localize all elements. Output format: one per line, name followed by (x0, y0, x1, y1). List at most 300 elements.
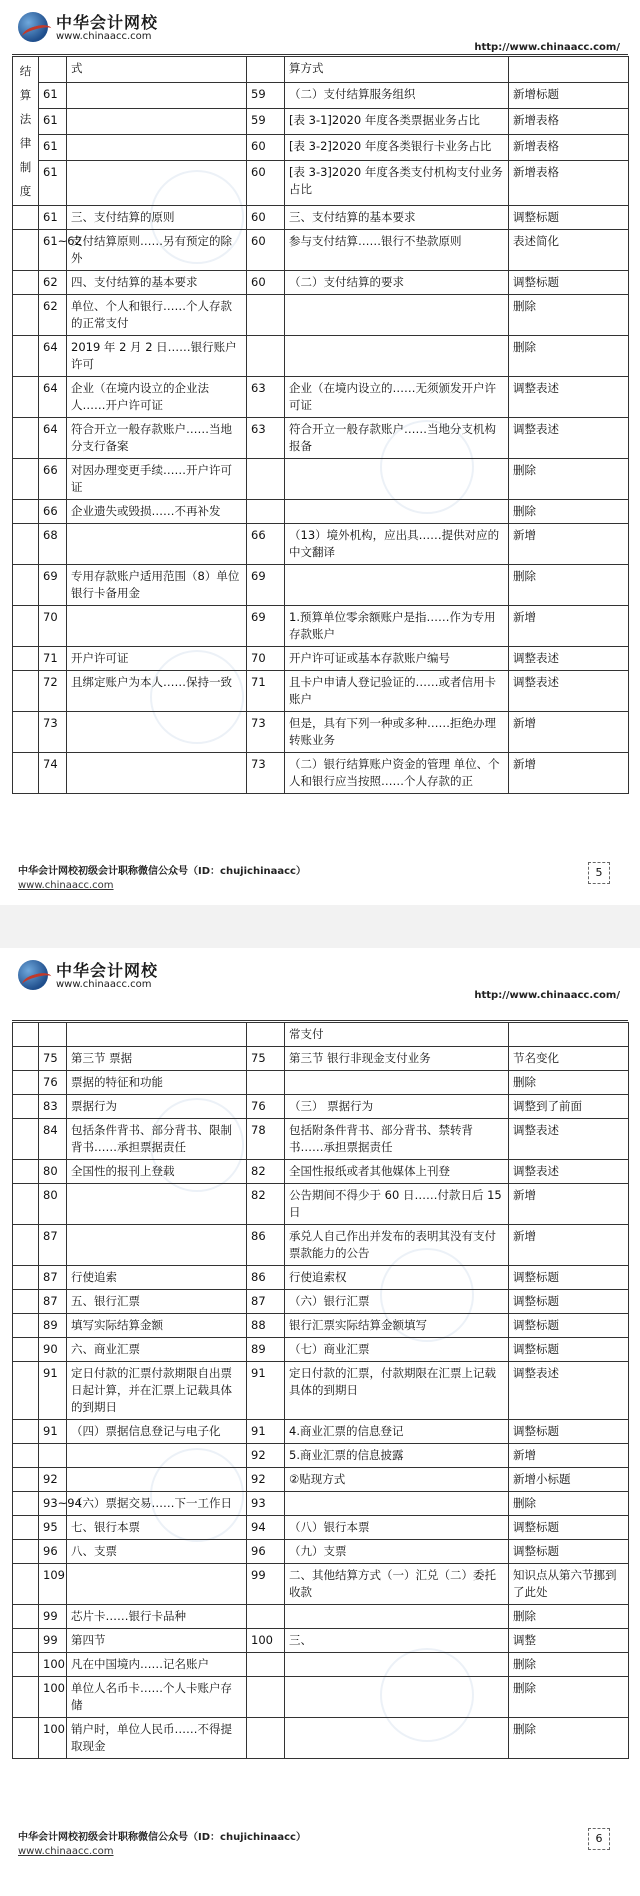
change-note-cell: 新增 (509, 712, 629, 753)
change-note-cell: 调整表述 (509, 1160, 629, 1184)
old-content-cell: 第四节 (67, 1629, 247, 1653)
brand-name: 中华会计网校 (56, 13, 159, 32)
old-page-cell: 99 (39, 1629, 67, 1653)
new-content-cell: 三、 (285, 1629, 509, 1653)
page-header (18, 10, 622, 58)
side-cell (13, 671, 39, 712)
new-content-cell (285, 1718, 509, 1759)
old-content-cell (67, 1564, 247, 1605)
new-page-cell: 69 (247, 606, 285, 647)
old-content-cell: （四）票据信息登记与电子化 (67, 1420, 247, 1444)
new-page-cell (247, 336, 285, 377)
page-footer (18, 1828, 622, 1868)
side-cell (13, 1225, 39, 1266)
side-cell (13, 1071, 39, 1095)
change-note-cell: 删除 (509, 500, 629, 524)
old-content-cell (67, 712, 247, 753)
old-page-cell: 68 (39, 524, 67, 565)
new-content-cell: （二）银行结算账户资金的管理 单位、个人和银行应当按照……个人存款的正 (285, 753, 509, 794)
change-note-cell: 调整标题 (509, 1266, 629, 1290)
change-note-cell: 表述简化 (509, 230, 629, 271)
side-cell (13, 500, 39, 524)
old-page-cell: 61 (39, 83, 67, 109)
old-content-cell: 企业遗失或毁损……不再补发 (67, 500, 247, 524)
side-cell (13, 524, 39, 565)
side-cell (13, 647, 39, 671)
table-row (13, 271, 629, 295)
new-page-cell: 93 (247, 1492, 285, 1516)
change-note-cell: 调整标题 (509, 1516, 629, 1540)
change-note-cell: 新增 (509, 1444, 629, 1468)
old-content-cell: 2019 年 2 月 2 日……银行账户许可 (67, 336, 247, 377)
table-row (13, 1444, 629, 1468)
old-content-cell (67, 1444, 247, 1468)
change-note-cell: 新增表格 (509, 109, 629, 135)
change-note-cell: 删除 (509, 459, 629, 500)
new-page-cell: 73 (247, 753, 285, 794)
old-content-cell: 六、商业汇票 (67, 1338, 247, 1362)
table-row (13, 206, 629, 230)
old-page-cell: 109 (39, 1564, 67, 1605)
side-cell (13, 1468, 39, 1492)
old-page-cell: 80 (39, 1160, 67, 1184)
old-content-cell: 对因办理变更手续……开户许可证 (67, 459, 247, 500)
new-content-cell: [表 3-1]2020 年度各类票据业务占比 (285, 109, 509, 135)
old-page-cell: 64 (39, 418, 67, 459)
brand-name: 中华会计网校 (56, 961, 159, 980)
table-row (13, 57, 629, 83)
new-page-cell: 94 (247, 1516, 285, 1540)
side-cell (13, 459, 39, 500)
side-cell (13, 1160, 39, 1184)
side-cell (13, 753, 39, 794)
new-page-cell: 60 (247, 161, 285, 206)
side-cell (13, 271, 39, 295)
table-row (13, 230, 629, 271)
old-page-cell: 71 (39, 647, 67, 671)
table-row (13, 1160, 629, 1184)
new-page-cell: 71 (247, 671, 285, 712)
table-row (13, 459, 629, 500)
change-note-cell: 节名变化 (509, 1047, 629, 1071)
old-content-cell: 全国性的报刊上登载 (67, 1160, 247, 1184)
old-page-cell: 93~94 (39, 1492, 67, 1516)
old-content-cell: 包括条件背书、部分背书、限制背书……承担票据责任 (67, 1119, 247, 1160)
change-note-cell: 删除 (509, 1071, 629, 1095)
new-page-cell (247, 459, 285, 500)
footer-link[interactable]: www.chinaacc.com (18, 880, 114, 891)
side-cell (13, 606, 39, 647)
table-row (13, 135, 629, 161)
new-content-cell: 二、其他结算方式（一）汇兑（二）委托收款 (285, 1564, 509, 1605)
header-url[interactable]: http://www.chinaacc.com/ (474, 42, 620, 53)
old-page-cell: 76 (39, 1071, 67, 1095)
table-row (13, 1119, 629, 1160)
side-label: 结 算 法 律 制 度 (13, 57, 39, 206)
change-note-cell: 新增表格 (509, 161, 629, 206)
change-note-cell: 调整表述 (509, 377, 629, 418)
table-row (13, 1492, 629, 1516)
change-note-cell: 调整标题 (509, 206, 629, 230)
old-content-cell: 单位人名币卡……个人卡账户存储 (67, 1677, 247, 1718)
old-content-cell: 开户许可证 (67, 647, 247, 671)
change-note-cell: 调整表述 (509, 418, 629, 459)
new-page-cell: 60 (247, 230, 285, 271)
change-note-cell: 调整标题 (509, 1420, 629, 1444)
new-content-cell: 定日付款的汇票，付款期限在汇票上记载具体的到期日 (285, 1362, 509, 1420)
old-content-cell: 销户时，单位人民币……不得提取现金 (67, 1718, 247, 1759)
column-header: 式 (67, 57, 247, 83)
new-page-cell (247, 295, 285, 336)
table-row (13, 83, 629, 109)
table-row (13, 1629, 629, 1653)
old-content-cell (67, 1468, 247, 1492)
table-row (13, 1225, 629, 1266)
old-page-cell: 92 (39, 1468, 67, 1492)
side-cell (13, 377, 39, 418)
side-cell (13, 712, 39, 753)
table-row (13, 753, 629, 794)
old-content-cell: 凡在中国境内……记名账户 (67, 1653, 247, 1677)
table-row (13, 295, 629, 336)
new-content-cell (285, 1605, 509, 1629)
page-number: 6 (588, 1828, 610, 1850)
table-row (13, 1184, 629, 1225)
new-content-cell: （七）商业汇票 (285, 1338, 509, 1362)
footer-text: 中华会计网校初级会计职称微信公众号（ID：chujichinaacc） (18, 1832, 306, 1843)
change-note-cell: 新增 (509, 753, 629, 794)
new-content-cell: 开户许可证或基本存款账户编号 (285, 647, 509, 671)
new-page-cell: 99 (247, 1564, 285, 1605)
old-page-cell: 62 (39, 271, 67, 295)
side-cell (13, 1047, 39, 1071)
new-page-cell: 60 (247, 135, 285, 161)
new-content-cell: 4.商业汇票的信息登记 (285, 1420, 509, 1444)
header-rule (12, 54, 628, 55)
old-content-cell: 第三节 票据 (67, 1047, 247, 1071)
side-cell (13, 1677, 39, 1718)
old-page-cell: 95 (39, 1516, 67, 1540)
change-note-cell: 删除 (509, 1677, 629, 1718)
old-content-cell: 定日付款的汇票付款期限自出票日起计算，并在汇票上记载具体的到期日 (67, 1362, 247, 1420)
side-cell (13, 1023, 39, 1047)
side-cell (13, 565, 39, 606)
new-page-cell: 76 (247, 1095, 285, 1119)
new-content-cell: 但是，具有下列一种或多种……拒绝办理转账业务 (285, 712, 509, 753)
new-page-cell: 60 (247, 271, 285, 295)
old-content-cell (67, 606, 247, 647)
table-row (13, 377, 629, 418)
change-note-cell: 调整标题 (509, 1290, 629, 1314)
table-row (13, 1023, 629, 1047)
old-content-cell: 企业（在境内设立的企业法人……开户许可证 (67, 377, 247, 418)
table-row (13, 1290, 629, 1314)
table-row (13, 1718, 629, 1759)
change-note-cell: 新增 (509, 1184, 629, 1225)
change-note-cell: 调整表述 (509, 647, 629, 671)
old-content-cell (67, 1184, 247, 1225)
new-content-cell (285, 1653, 509, 1677)
change-note-cell: 新增表格 (509, 135, 629, 161)
new-content-cell: （三） 票据行为 (285, 1095, 509, 1119)
new-page-cell: 91 (247, 1362, 285, 1420)
side-cell (13, 1362, 39, 1420)
old-page-cell: 90 (39, 1338, 67, 1362)
old-content-cell (67, 83, 247, 109)
change-note-cell: 新增 (509, 524, 629, 565)
side-cell (13, 1653, 39, 1677)
old-page-cell: 96 (39, 1540, 67, 1564)
old-page-cell: 64 (39, 336, 67, 377)
old-content-cell (67, 109, 247, 135)
old-content-cell: 且绑定账户为本人……保持一致 (67, 671, 247, 712)
new-page-cell: 59 (247, 83, 285, 109)
table-row (13, 1653, 629, 1677)
brand-site: www.chinaacc.com (56, 979, 152, 990)
old-content-cell: 填写实际结算金额 (67, 1314, 247, 1338)
table-row (13, 1677, 629, 1718)
footer-link[interactable]: www.chinaacc.com (18, 1846, 114, 1857)
change-note-cell: 调整标题 (509, 1338, 629, 1362)
page-6 (0, 948, 640, 1896)
new-content-cell: （二）支付结算服务组织 (285, 83, 509, 109)
change-note-cell: 新增 (509, 1225, 629, 1266)
brand-site: www.chinaacc.com (56, 31, 152, 42)
change-note-cell: 调整表述 (509, 1362, 629, 1420)
side-cell (13, 1629, 39, 1653)
new-content-cell: 参与支付结算……银行不垫款原则 (285, 230, 509, 271)
new-content-cell (285, 1492, 509, 1516)
change-note-cell: 删除 (509, 1492, 629, 1516)
side-cell (13, 418, 39, 459)
old-content-cell: （六）票据交易……下一工作日 (67, 1492, 247, 1516)
old-page-cell: 83 (39, 1095, 67, 1119)
old-content-cell: 行使追索 (67, 1266, 247, 1290)
table-row (13, 1564, 629, 1605)
old-page-cell: 72 (39, 671, 67, 712)
new-page-cell: 69 (247, 565, 285, 606)
old-content-cell: 芯片卡……银行卡品种 (67, 1605, 247, 1629)
change-note-cell (509, 1023, 629, 1047)
old-content-cell: 票据的特征和功能 (67, 1071, 247, 1095)
new-page-cell (247, 1605, 285, 1629)
change-note-cell: 新增 (509, 606, 629, 647)
side-cell (13, 1540, 39, 1564)
table-row (13, 1540, 629, 1564)
table-row (13, 671, 629, 712)
table-row (13, 418, 629, 459)
change-note-cell: 新增小标题 (509, 1468, 629, 1492)
old-content-cell (67, 524, 247, 565)
old-content-cell (67, 161, 247, 206)
old-content-cell (67, 1023, 247, 1047)
old-content-cell: 符合开立一般存款账户……当地分支行备案 (67, 418, 247, 459)
side-cell (13, 295, 39, 336)
new-content-cell: 银行汇票实际结算金额填写 (285, 1314, 509, 1338)
new-page-cell: 89 (247, 1338, 285, 1362)
change-note-cell: 调整表述 (509, 671, 629, 712)
new-page-cell: 86 (247, 1225, 285, 1266)
comparison-table (12, 56, 629, 794)
old-page-cell: 91 (39, 1420, 67, 1444)
table-row (13, 647, 629, 671)
brand-logo[interactable] (18, 958, 218, 998)
old-page-cell (39, 1023, 67, 1047)
new-page-cell: 86 (247, 1266, 285, 1290)
new-content-cell: （八）银行本票 (285, 1516, 509, 1540)
old-page-cell: 89 (39, 1314, 67, 1338)
old-page-cell (39, 1444, 67, 1468)
side-cell (13, 1516, 39, 1540)
new-content-cell: [表 3-2]2020 年度各类银行卡业务占比 (285, 135, 509, 161)
change-note-cell: 调整 (509, 1629, 629, 1653)
old-page-cell: 84 (39, 1119, 67, 1160)
header-url[interactable]: http://www.chinaacc.com/ (474, 990, 620, 1001)
old-content-cell: 支付结算原则……另有预定的除外 (67, 230, 247, 271)
new-content-cell: 第三节 银行非现金支付业务 (285, 1047, 509, 1071)
new-page-cell (247, 1677, 285, 1718)
page-header (18, 958, 622, 1006)
old-content-cell: 专用存款账户适用范围（8）单位银行卡备用金 (67, 565, 247, 606)
side-cell (13, 1184, 39, 1225)
change-note-cell: 删除 (509, 1653, 629, 1677)
page-footer (18, 862, 622, 902)
side-cell (13, 230, 39, 271)
new-content-cell (285, 295, 509, 336)
new-page-cell: 60 (247, 206, 285, 230)
new-page-cell: 92 (247, 1468, 285, 1492)
table-row (13, 1420, 629, 1444)
table-row (13, 1516, 629, 1540)
change-note-cell: 新增标题 (509, 83, 629, 109)
side-cell (13, 1119, 39, 1160)
new-content-cell (285, 565, 509, 606)
new-page-cell: 59 (247, 109, 285, 135)
old-page-cell: 61 (39, 161, 67, 206)
column-header: 算方式 (285, 57, 509, 83)
new-content-cell: 且卡户申请人登记验证的……或者信用卡账户 (285, 671, 509, 712)
change-note-cell: 删除 (509, 1718, 629, 1759)
side-cell (13, 1420, 39, 1444)
new-content-cell: （13）境外机构，应出具……提供对应的中文翻译 (285, 524, 509, 565)
old-page-cell: 61~62 (39, 230, 67, 271)
old-content-cell (67, 135, 247, 161)
new-content-cell: 行使追索权 (285, 1266, 509, 1290)
old-page-cell: 100 (39, 1653, 67, 1677)
old-page-cell: 80 (39, 1184, 67, 1225)
new-page-cell (247, 1653, 285, 1677)
new-page-cell: 96 (247, 1540, 285, 1564)
change-note-cell: 删除 (509, 1605, 629, 1629)
change-note-cell: 调整标题 (509, 1540, 629, 1564)
old-content-cell: 五、银行汇票 (67, 1290, 247, 1314)
new-page-cell: 88 (247, 1314, 285, 1338)
table-row (13, 1338, 629, 1362)
old-page-cell: 100 (39, 1718, 67, 1759)
old-page-cell: 73 (39, 712, 67, 753)
table-row (13, 500, 629, 524)
new-page-cell: 66 (247, 524, 285, 565)
new-page-cell: 82 (247, 1160, 285, 1184)
table-row (13, 524, 629, 565)
side-cell (13, 1095, 39, 1119)
new-content-cell: 常支付 (285, 1023, 509, 1047)
old-page-cell: 64 (39, 377, 67, 418)
old-page-cell: 87 (39, 1290, 67, 1314)
table-row (13, 1095, 629, 1119)
new-content-cell (285, 1677, 509, 1718)
old-page-cell: 69 (39, 565, 67, 606)
side-cell (13, 336, 39, 377)
new-page-cell (247, 500, 285, 524)
brand-logo[interactable] (18, 10, 218, 50)
table-row (13, 1266, 629, 1290)
new-page-cell: 63 (247, 418, 285, 459)
new-content-cell: 全国性报纸或者其他媒体上刊登 (285, 1160, 509, 1184)
old-page-cell: 74 (39, 753, 67, 794)
old-page-cell: 100 (39, 1677, 67, 1718)
old-content-cell (67, 1225, 247, 1266)
old-page-cell: 66 (39, 500, 67, 524)
old-page-cell: 75 (39, 1047, 67, 1071)
side-cell (13, 1290, 39, 1314)
table-row (13, 606, 629, 647)
change-note-cell: 调整表述 (509, 1119, 629, 1160)
side-cell (13, 1338, 39, 1362)
change-note-cell: 删除 (509, 565, 629, 606)
old-content-cell: 七、银行本票 (67, 1516, 247, 1540)
old-content-cell: 八、支票 (67, 1540, 247, 1564)
old-page-cell: 62 (39, 295, 67, 336)
table-row (13, 336, 629, 377)
new-page-cell: 87 (247, 1290, 285, 1314)
new-page-cell: 73 (247, 712, 285, 753)
side-cell (13, 1605, 39, 1629)
new-content-cell: 承兑人自己作出并发布的表明其没有支付票款能力的公告 (285, 1225, 509, 1266)
change-note-cell: 调整标题 (509, 271, 629, 295)
new-page-cell: 100 (247, 1629, 285, 1653)
new-page-cell: 91 (247, 1420, 285, 1444)
new-content-cell: 包括附条件背书、部分背书、禁转背书……承担票据责任 (285, 1119, 509, 1160)
old-page-cell: 99 (39, 1605, 67, 1629)
new-page-cell (247, 1023, 285, 1047)
side-cell (13, 1564, 39, 1605)
old-page-cell: 91 (39, 1362, 67, 1420)
table-row (13, 1362, 629, 1420)
new-content-cell (285, 1071, 509, 1095)
old-page-cell: 66 (39, 459, 67, 500)
new-page-cell (247, 1718, 285, 1759)
new-content-cell: （九）支票 (285, 1540, 509, 1564)
old-page-cell: 70 (39, 606, 67, 647)
old-content-cell: 票据行为 (67, 1095, 247, 1119)
new-content-cell: 符合开立一般存款账户……当地分支机构报备 (285, 418, 509, 459)
table-row (13, 1468, 629, 1492)
new-content-cell: （六）银行汇票 (285, 1290, 509, 1314)
side-cell (13, 1444, 39, 1468)
table-row (13, 1071, 629, 1095)
table-row (13, 1047, 629, 1071)
change-note-cell: 删除 (509, 336, 629, 377)
old-page-cell: 87 (39, 1266, 67, 1290)
new-content-cell: 公告期间不得少于 60 日……付款日后 15 日 (285, 1184, 509, 1225)
comparison-table (12, 1022, 629, 1759)
new-content-cell: （二）支付结算的要求 (285, 271, 509, 295)
table-row (13, 161, 629, 206)
header-rule (12, 1020, 628, 1021)
table-row (13, 109, 629, 135)
new-content-cell: ②贴现方式 (285, 1468, 509, 1492)
